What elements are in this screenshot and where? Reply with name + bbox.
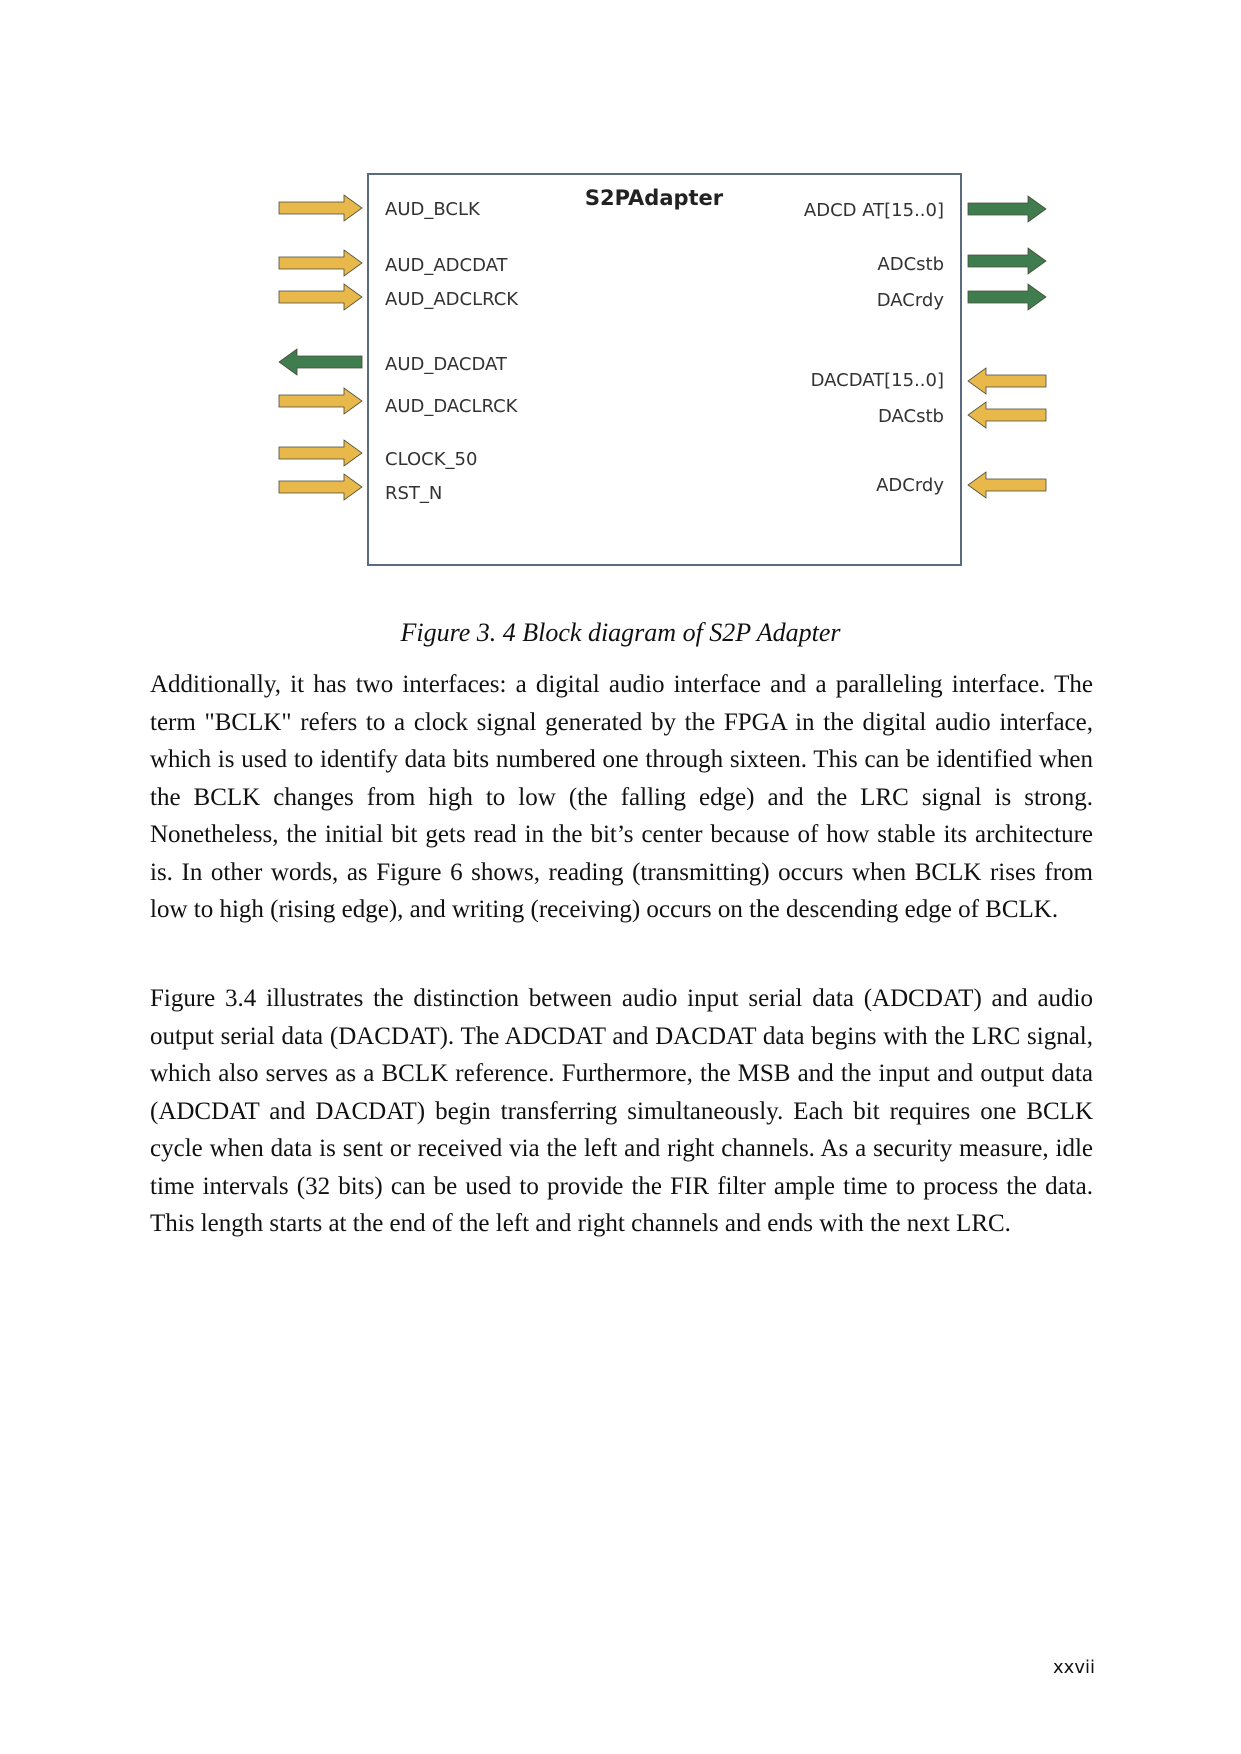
port-label: ADCrdy bbox=[876, 475, 944, 496]
right-port-dacstb bbox=[878, 402, 1046, 428]
right-port-dacdat-bus bbox=[811, 368, 1046, 394]
port-label: AUD_BCLK bbox=[385, 199, 480, 220]
body-paragraph: Additionally, it has two interfaces: a digital audio interface and a paralleling interface. The term "BCLK" refers to a clock signal generated by the FPGA in the digital audio interface, which is used to identify data bits numbered one through sixteen. This can be identified when the BCLK changes from high to low (the falling edge) and the LRC signal is strong. Nonetheless, the initial bit gets read in the bit’s center because of how stable its architecture is. In other words, as Figure 6 shows, reading (transmitting) occurs when BCLK rises from low to high (rising edge), and writing (receiving) occurs on the descending edge of BCLK. bbox=[150, 671, 1093, 923]
right-port-adcdat-bus bbox=[804, 196, 1046, 222]
port-label: DACDAT[15..0] bbox=[810, 370, 944, 391]
port-label: RST_N bbox=[385, 483, 443, 504]
port-label: DACstb bbox=[878, 406, 944, 427]
port-label: AUD_DACDAT bbox=[385, 354, 507, 375]
arrow-in-icon bbox=[279, 250, 362, 276]
port-label: CLOCK_50 bbox=[385, 449, 478, 470]
arrow-out-icon bbox=[279, 349, 362, 375]
arrow-in-icon bbox=[279, 440, 362, 466]
arrow-out-icon bbox=[968, 284, 1046, 310]
block-title: S2PAdapter bbox=[584, 186, 724, 210]
arrow-in-icon bbox=[279, 284, 362, 310]
arrow-in-icon bbox=[968, 402, 1046, 428]
s2p-block-diagram bbox=[0, 0, 1241, 600]
port-label: DACrdy bbox=[876, 290, 944, 311]
body-paragraph: Figure 3.4 illustrates the distinction between audio input serial data (ADCDAT) and audio output serial data (DACDAT). The ADCDAT and DACDAT data begins with the LRC signal, which also serves as a BCLK reference. Furthermore, the MSB and the input and output data (ADCDAT and DACDAT) begin transferring simultaneously. Each bit requires one BCLK cycle when data is sent or received via the left and right channels. As a security measure, idle time intervals (32 bits) can be used to provide the FIR filter ample time to process the data. This length starts at the end of the left and right channels and ends with the next LRC. bbox=[150, 985, 1093, 1237]
arrow-in-icon bbox=[968, 472, 1046, 498]
figure-caption: Figure 3. 4 Block diagram of S2P Adapter bbox=[400, 618, 841, 647]
arrow-in-icon bbox=[279, 388, 362, 414]
page-number: xxvii bbox=[1053, 1657, 1095, 1678]
port-label: ADCstb bbox=[877, 254, 944, 275]
port-label: AUD_ADCLRCK bbox=[385, 289, 519, 310]
arrow-in-icon bbox=[279, 474, 362, 500]
port-label: ADCD AT[15..0] bbox=[803, 200, 944, 221]
arrow-out-icon bbox=[968, 248, 1046, 274]
arrow-in-icon bbox=[968, 368, 1046, 394]
port-label: AUD_DACLRCK bbox=[385, 396, 518, 417]
arrow-in-icon bbox=[279, 195, 362, 221]
port-label: AUD_ADCDAT bbox=[385, 255, 508, 276]
arrow-out-icon bbox=[968, 196, 1046, 222]
